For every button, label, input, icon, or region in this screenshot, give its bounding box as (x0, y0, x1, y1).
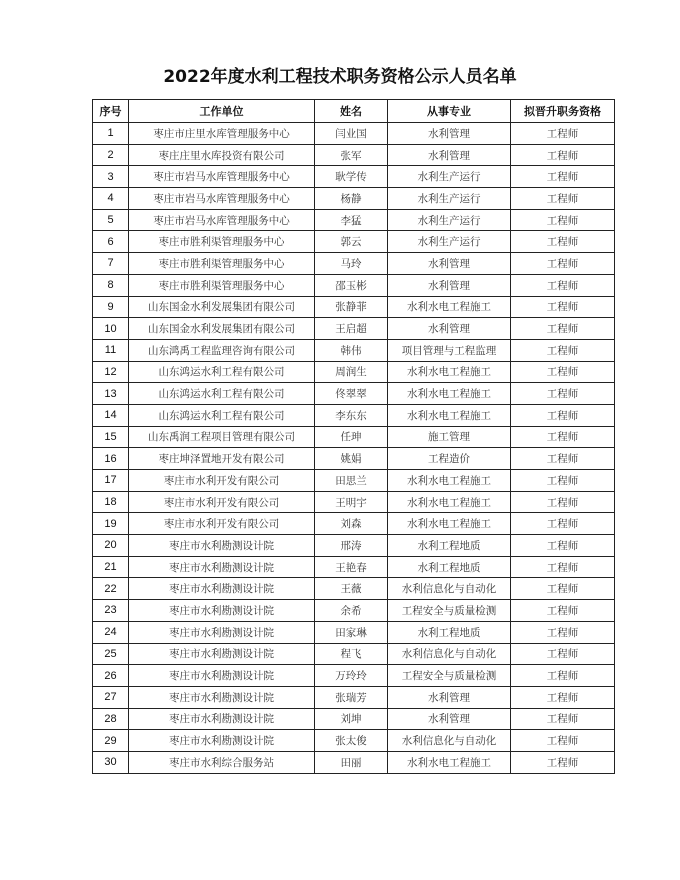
cell-qualification: 工程师 (511, 404, 615, 426)
table-row (93, 730, 615, 752)
cell-specialty: 水利生产运行 (388, 209, 511, 231)
header-qualification: 拟晋升职务资格 (511, 100, 615, 123)
cell-unit: 枣庄市岩马水库管理服务中心 (129, 188, 315, 210)
cell-qualification: 工程师 (511, 665, 615, 687)
cell-specialty: 工程造价 (388, 448, 511, 470)
cell-specialty: 水利管理 (388, 274, 511, 296)
cell-index: 8 (93, 274, 129, 296)
cell-name: 李猛 (315, 209, 388, 231)
cell-index: 1 (93, 123, 129, 145)
cell-name: 韩伟 (315, 339, 388, 361)
cell-specialty: 水利工程地质 (388, 621, 511, 643)
table-row (93, 621, 615, 643)
cell-unit: 枣庄坤泽置地开发有限公司 (129, 448, 315, 470)
table-body (93, 123, 615, 774)
cell-index: 5 (93, 209, 129, 231)
cell-index: 16 (93, 448, 129, 470)
cell-name: 任珅 (315, 426, 388, 448)
cell-unit: 枣庄市水利勘测设计院 (129, 535, 315, 557)
cell-name: 张太俊 (315, 730, 388, 752)
cell-specialty: 水利信息化与自动化 (388, 643, 511, 665)
cell-unit: 山东国金水利发展集团有限公司 (129, 318, 315, 340)
table-row (93, 600, 615, 622)
cell-specialty: 水利水电工程施工 (388, 513, 511, 535)
table-header-row (93, 100, 615, 123)
cell-unit: 枣庄市胜利渠管理服务中心 (129, 253, 315, 275)
cell-specialty: 水利信息化与自动化 (388, 730, 511, 752)
cell-unit: 枣庄市水利勘测设计院 (129, 600, 315, 622)
cell-index: 26 (93, 665, 129, 687)
cell-qualification: 工程师 (511, 578, 615, 600)
cell-name: 张瑞芳 (315, 686, 388, 708)
cell-qualification: 工程师 (511, 643, 615, 665)
cell-unit: 枣庄市岩马水库管理服务中心 (129, 209, 315, 231)
cell-qualification: 工程师 (511, 556, 615, 578)
cell-specialty: 水利管理 (388, 318, 511, 340)
cell-name: 闫业国 (315, 123, 388, 145)
cell-name: 姚娟 (315, 448, 388, 470)
cell-name: 余希 (315, 600, 388, 622)
cell-specialty: 水利管理 (388, 253, 511, 275)
cell-index: 15 (93, 426, 129, 448)
cell-index: 30 (93, 751, 129, 773)
cell-index: 25 (93, 643, 129, 665)
cell-unit: 枣庄市胜利渠管理服务中心 (129, 231, 315, 253)
table-row (93, 144, 615, 166)
cell-qualification: 工程师 (511, 166, 615, 188)
cell-unit: 枣庄市水利勘测设计院 (129, 665, 315, 687)
cell-unit: 山东禹润工程项目管理有限公司 (129, 426, 315, 448)
cell-unit: 山东鸿运水利工程有限公司 (129, 404, 315, 426)
table-row (93, 751, 615, 773)
cell-index: 23 (93, 600, 129, 622)
cell-name: 郭云 (315, 231, 388, 253)
cell-qualification: 工程师 (511, 426, 615, 448)
cell-specialty: 水利管理 (388, 144, 511, 166)
cell-qualification: 工程师 (511, 730, 615, 752)
cell-specialty: 水利水电工程施工 (388, 751, 511, 773)
cell-name: 周润生 (315, 361, 388, 383)
cell-index: 29 (93, 730, 129, 752)
cell-specialty: 水利信息化与自动化 (388, 578, 511, 600)
table-row (93, 296, 615, 318)
table-row (93, 513, 615, 535)
table-row (93, 123, 615, 145)
cell-qualification: 工程师 (511, 318, 615, 340)
cell-unit: 枣庄市胜利渠管理服务中心 (129, 274, 315, 296)
header-specialty: 从事专业 (388, 100, 511, 123)
cell-unit: 山东鸿禹工程监理咨询有限公司 (129, 339, 315, 361)
cell-specialty: 水利生产运行 (388, 166, 511, 188)
cell-index: 4 (93, 188, 129, 210)
cell-unit: 枣庄市水利勘测设计院 (129, 686, 315, 708)
cell-qualification: 工程师 (511, 253, 615, 275)
cell-index: 10 (93, 318, 129, 340)
cell-unit: 山东鸿运水利工程有限公司 (129, 361, 315, 383)
table-row (93, 253, 615, 275)
cell-specialty: 水利生产运行 (388, 188, 511, 210)
table-row (93, 556, 615, 578)
cell-specialty: 水利管理 (388, 708, 511, 730)
cell-name: 刘坤 (315, 708, 388, 730)
table-row (93, 491, 615, 513)
cell-specialty: 水利水电工程施工 (388, 361, 511, 383)
cell-specialty: 水利管理 (388, 123, 511, 145)
cell-name: 耿学传 (315, 166, 388, 188)
cell-unit: 枣庄市水利开发有限公司 (129, 491, 315, 513)
cell-unit: 枣庄市水利开发有限公司 (129, 470, 315, 492)
table-row (93, 448, 615, 470)
table-row (93, 578, 615, 600)
table-row (93, 426, 615, 448)
cell-specialty: 水利生产运行 (388, 231, 511, 253)
cell-qualification: 工程师 (511, 491, 615, 513)
cell-name: 杨静 (315, 188, 388, 210)
cell-name: 李东东 (315, 404, 388, 426)
cell-unit: 枣庄市水利勘测设计院 (129, 708, 315, 730)
cell-index: 11 (93, 339, 129, 361)
cell-qualification: 工程师 (511, 339, 615, 361)
personnel-table (92, 99, 615, 774)
table-row (93, 188, 615, 210)
table-row (93, 404, 615, 426)
cell-qualification: 工程师 (511, 188, 615, 210)
cell-index: 7 (93, 253, 129, 275)
cell-name: 万玲玲 (315, 665, 388, 687)
cell-name: 田丽 (315, 751, 388, 773)
cell-index: 18 (93, 491, 129, 513)
cell-unit: 枣庄市水利综合服务站 (129, 751, 315, 773)
cell-specialty: 项目管理与工程监理 (388, 339, 511, 361)
table-row (93, 318, 615, 340)
table-row (93, 339, 615, 361)
cell-specialty: 水利水电工程施工 (388, 470, 511, 492)
cell-unit: 枣庄市水利勘测设计院 (129, 730, 315, 752)
cell-specialty: 水利管理 (388, 686, 511, 708)
cell-unit: 枣庄市庄里水库管理服务中心 (129, 123, 315, 145)
cell-index: 17 (93, 470, 129, 492)
cell-unit: 枣庄市水利勘测设计院 (129, 643, 315, 665)
cell-qualification: 工程师 (511, 751, 615, 773)
cell-qualification: 工程师 (511, 448, 615, 470)
cell-unit: 山东国金水利发展集团有限公司 (129, 296, 315, 318)
table-row (93, 708, 615, 730)
cell-unit: 枣庄市水利开发有限公司 (129, 513, 315, 535)
cell-unit: 山东鸿运水利工程有限公司 (129, 383, 315, 405)
cell-specialty: 水利水电工程施工 (388, 296, 511, 318)
cell-qualification: 工程师 (511, 470, 615, 492)
table-row (93, 166, 615, 188)
table-row (93, 383, 615, 405)
cell-index: 2 (93, 144, 129, 166)
cell-qualification: 工程师 (511, 513, 615, 535)
cell-specialty: 水利水电工程施工 (388, 383, 511, 405)
cell-specialty: 工程安全与质量检测 (388, 600, 511, 622)
cell-specialty: 水利工程地质 (388, 535, 511, 557)
table-row (93, 274, 615, 296)
cell-index: 3 (93, 166, 129, 188)
cell-index: 21 (93, 556, 129, 578)
table-row (93, 470, 615, 492)
header-index: 序号 (93, 100, 129, 123)
cell-qualification: 工程师 (511, 686, 615, 708)
cell-specialty: 工程安全与质量检测 (388, 665, 511, 687)
table-row (93, 209, 615, 231)
cell-specialty: 施工管理 (388, 426, 511, 448)
cell-unit: 枣庄市水利勘测设计院 (129, 556, 315, 578)
cell-name: 王薇 (315, 578, 388, 600)
table-row (93, 535, 615, 557)
cell-name: 邵玉彬 (315, 274, 388, 296)
cell-index: 20 (93, 535, 129, 557)
cell-name: 田家琳 (315, 621, 388, 643)
cell-index: 28 (93, 708, 129, 730)
cell-index: 14 (93, 404, 129, 426)
cell-qualification: 工程师 (511, 144, 615, 166)
cell-qualification: 工程师 (511, 621, 615, 643)
cell-name: 佟翠翠 (315, 383, 388, 405)
cell-name: 王启超 (315, 318, 388, 340)
table-row (93, 231, 615, 253)
cell-unit: 枣庄市水利勘测设计院 (129, 621, 315, 643)
cell-name: 张军 (315, 144, 388, 166)
cell-qualification: 工程师 (511, 274, 615, 296)
cell-index: 9 (93, 296, 129, 318)
table-row (93, 643, 615, 665)
cell-index: 22 (93, 578, 129, 600)
cell-qualification: 工程师 (511, 535, 615, 557)
cell-unit: 枣庄市水利勘测设计院 (129, 578, 315, 600)
cell-qualification: 工程师 (511, 600, 615, 622)
cell-index: 13 (93, 383, 129, 405)
cell-name: 王明宇 (315, 491, 388, 513)
cell-specialty: 水利工程地质 (388, 556, 511, 578)
cell-specialty: 水利水电工程施工 (388, 491, 511, 513)
table-row (93, 686, 615, 708)
cell-name: 田思兰 (315, 470, 388, 492)
cell-name: 邢涛 (315, 535, 388, 557)
table-row (93, 361, 615, 383)
cell-index: 24 (93, 621, 129, 643)
cell-specialty: 水利水电工程施工 (388, 404, 511, 426)
cell-name: 刘森 (315, 513, 388, 535)
cell-name: 张静菲 (315, 296, 388, 318)
cell-qualification: 工程师 (511, 708, 615, 730)
cell-name: 马玲 (315, 253, 388, 275)
cell-index: 19 (93, 513, 129, 535)
cell-qualification: 工程师 (511, 361, 615, 383)
table-row (93, 665, 615, 687)
cell-qualification: 工程师 (511, 209, 615, 231)
cell-qualification: 工程师 (511, 383, 615, 405)
cell-unit: 枣庄市岩马水库管理服务中心 (129, 166, 315, 188)
cell-name: 程飞 (315, 643, 388, 665)
cell-name: 王艳春 (315, 556, 388, 578)
header-name: 姓名 (315, 100, 388, 123)
cell-qualification: 工程师 (511, 123, 615, 145)
cell-index: 6 (93, 231, 129, 253)
page-title: 2022年度水利工程技术职务资格公示人员名单 (163, 67, 517, 87)
header-unit: 工作单位 (129, 100, 315, 123)
cell-qualification: 工程师 (511, 231, 615, 253)
cell-qualification: 工程师 (511, 296, 615, 318)
cell-index: 12 (93, 361, 129, 383)
cell-unit: 枣庄庄里水库投资有限公司 (129, 144, 315, 166)
cell-index: 27 (93, 686, 129, 708)
